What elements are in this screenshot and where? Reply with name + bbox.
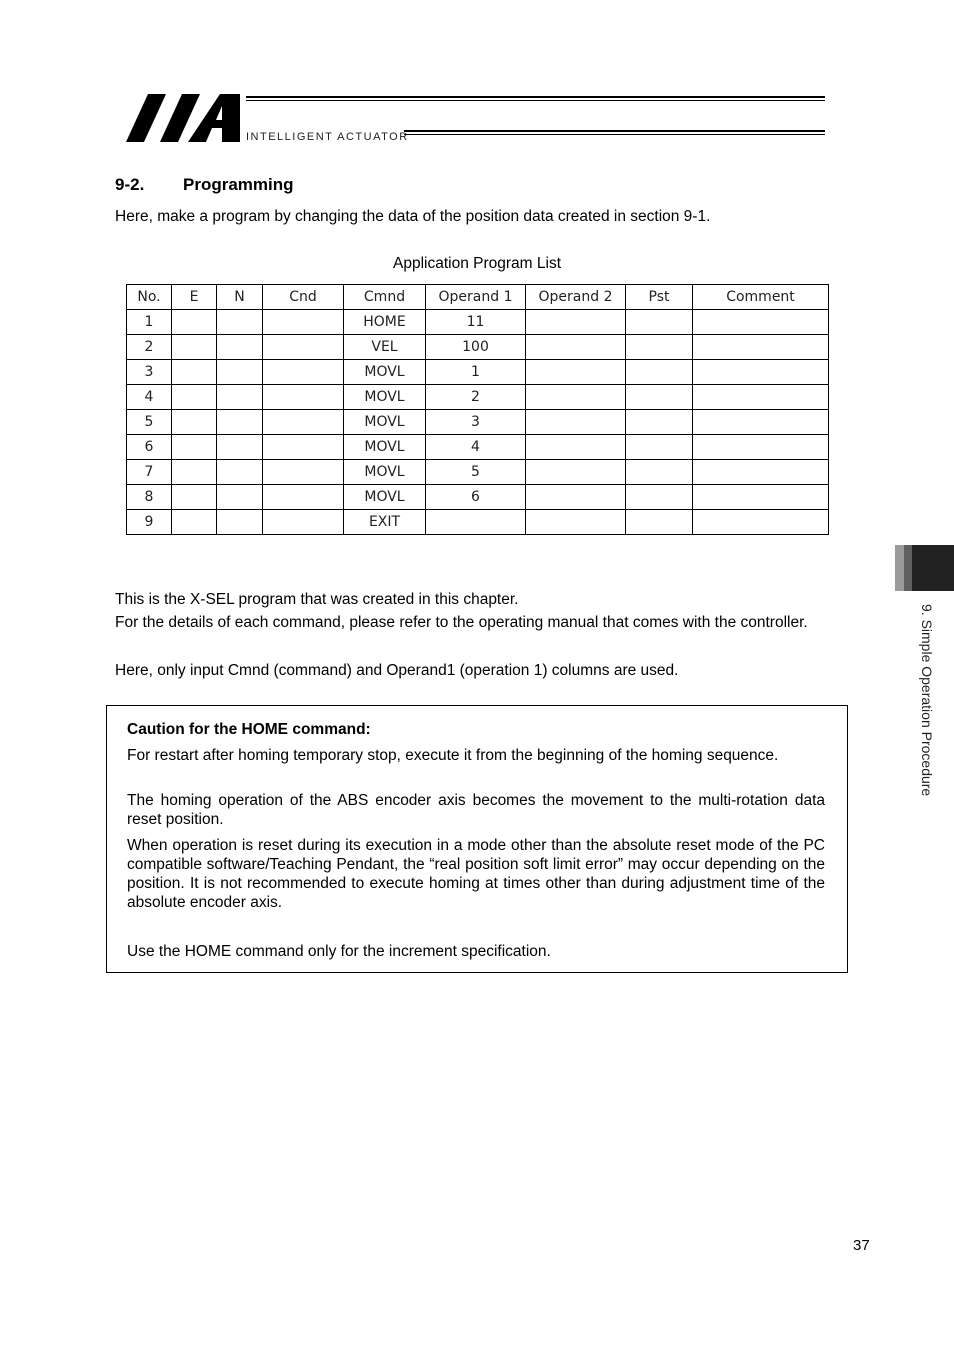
cell-operand-2 [526, 310, 626, 335]
section-title: Programming [183, 175, 294, 194]
header-cmnd: Cmnd [344, 285, 426, 310]
cell-comment [693, 485, 829, 510]
body-paragraph-1: This is the X-SEL program that was created in this chapter. [115, 591, 519, 608]
caution-paragraph-4: Use the HOME command only for the increment specification. [127, 943, 551, 960]
cell-n [217, 360, 263, 385]
chapter-tab-label: 9. Simple Operation Procedure [919, 604, 935, 797]
caution-title: Caution for the HOME command: [127, 721, 371, 738]
cell-operand-1: 5 [426, 460, 526, 485]
cell-pst [626, 385, 693, 410]
cell-cmnd: MOVL [344, 410, 426, 435]
cell-cnd [263, 335, 344, 360]
cell-operand-1: 3 [426, 410, 526, 435]
body-paragraph-2: For the details of each command, please refer to the operating manual that comes with the controller. [115, 614, 808, 631]
cell-e [172, 310, 217, 335]
table-row [127, 385, 829, 410]
cell-no: 4 [127, 385, 172, 410]
cell-operand-2 [526, 335, 626, 360]
table-body [127, 310, 829, 535]
caution-paragraph-1: For restart after homing temporary stop, execute it from the beginning of the homing sequence. [127, 747, 779, 764]
program-table [126, 284, 829, 535]
cell-cnd [263, 410, 344, 435]
cell-cnd [263, 485, 344, 510]
cell-n [217, 385, 263, 410]
cell-operand-1: 2 [426, 385, 526, 410]
header-operand-2: Operand 2 [526, 285, 626, 310]
cell-operand-2 [526, 460, 626, 485]
caution-paragraph-3: When operation is reset during its execution in a mode other than the absolute reset mode of the PC compatible software/Teaching Pendant, the “real position soft limit error” may occur depending on the position. It is not recommended to execute homing at times other than during adjustment time of the absolute encoder axis. [127, 837, 825, 911]
header-comment: Comment [693, 285, 829, 310]
cell-e [172, 335, 217, 360]
cell-pst [626, 435, 693, 460]
cell-pst [626, 360, 693, 385]
cell-pst [626, 460, 693, 485]
cell-e [172, 360, 217, 385]
cell-no: 1 [127, 310, 172, 335]
table-row [127, 435, 829, 460]
cell-no: 6 [127, 435, 172, 460]
body-paragraph-3: Here, only input Cmnd (command) and Operand1 (operation 1) columns are used. [115, 662, 679, 679]
cell-e [172, 435, 217, 460]
cell-cmnd: MOVL [344, 385, 426, 410]
cell-comment [693, 310, 829, 335]
cell-e [172, 410, 217, 435]
cell-cnd [263, 460, 344, 485]
cell-no: 7 [127, 460, 172, 485]
header-rule-lower [404, 130, 825, 135]
cell-operand-2 [526, 485, 626, 510]
cell-n [217, 410, 263, 435]
table-row [127, 360, 829, 385]
cell-operand-2 [526, 510, 626, 535]
company-logo [126, 94, 244, 144]
cell-comment [693, 385, 829, 410]
cell-n [217, 310, 263, 335]
cell-comment [693, 360, 829, 385]
cell-cnd [263, 360, 344, 385]
cell-cmnd: MOVL [344, 460, 426, 485]
cell-no: 3 [127, 360, 172, 385]
cell-n [217, 460, 263, 485]
intro-paragraph: Here, make a program by changing the data of the position data created in section 9-1. [115, 208, 711, 225]
cell-comment [693, 410, 829, 435]
cell-operand-1: 6 [426, 485, 526, 510]
cell-e [172, 460, 217, 485]
table-row [127, 510, 829, 535]
cell-n [217, 485, 263, 510]
cell-operand-1: 11 [426, 310, 526, 335]
section-number: 9-2. [115, 175, 145, 194]
table-caption: Application Program List [393, 255, 561, 272]
cell-comment [693, 435, 829, 460]
header-n: N [217, 285, 263, 310]
cell-cmnd: HOME [344, 310, 426, 335]
table-row [127, 310, 829, 335]
logo-text: INTELLIGENT ACTUATOR [246, 131, 409, 143]
header-operand-1: Operand 1 [426, 285, 526, 310]
table-row [127, 460, 829, 485]
cell-comment [693, 335, 829, 360]
caution-box [106, 705, 848, 973]
cell-no: 2 [127, 335, 172, 360]
cell-pst [626, 310, 693, 335]
header-no: No. [127, 285, 172, 310]
table-row [127, 410, 829, 435]
cell-n [217, 510, 263, 535]
cell-operand-1: 1 [426, 360, 526, 385]
cell-pst [626, 410, 693, 435]
header-pst: Pst [626, 285, 693, 310]
cell-pst [626, 510, 693, 535]
cell-cnd [263, 310, 344, 335]
cell-no: 5 [127, 410, 172, 435]
table-row [127, 335, 829, 360]
cell-operand-2 [526, 360, 626, 385]
table-row [127, 485, 829, 510]
cell-operand-1 [426, 510, 526, 535]
cell-cmnd: MOVL [344, 360, 426, 385]
header-cnd: Cnd [263, 285, 344, 310]
cell-cmnd: VEL [344, 335, 426, 360]
cell-no: 9 [127, 510, 172, 535]
chapter-tab [895, 545, 954, 591]
cell-pst [626, 485, 693, 510]
cell-operand-2 [526, 385, 626, 410]
cell-operand-2 [526, 410, 626, 435]
cell-cmnd: MOVL [344, 485, 426, 510]
table-header-row [127, 285, 829, 310]
cell-n [217, 335, 263, 360]
caution-paragraph-2: The homing operation of the ABS encoder axis becomes the movement to the multi-rotation data reset position. [127, 792, 825, 828]
header-e: E [172, 285, 217, 310]
cell-e [172, 385, 217, 410]
cell-cmnd: EXIT [344, 510, 426, 535]
header-rule-upper [246, 96, 825, 101]
cell-cmnd: MOVL [344, 435, 426, 460]
cell-operand-1: 100 [426, 335, 526, 360]
cell-operand-2 [526, 435, 626, 460]
cell-cnd [263, 510, 344, 535]
cell-e [172, 485, 217, 510]
cell-e [172, 510, 217, 535]
cell-pst [626, 335, 693, 360]
cell-cnd [263, 385, 344, 410]
cell-comment [693, 460, 829, 485]
cell-n [217, 435, 263, 460]
cell-no: 8 [127, 485, 172, 510]
cell-operand-1: 4 [426, 435, 526, 460]
cell-comment [693, 510, 829, 535]
cell-cnd [263, 435, 344, 460]
page-number: 37 [853, 1237, 870, 1254]
